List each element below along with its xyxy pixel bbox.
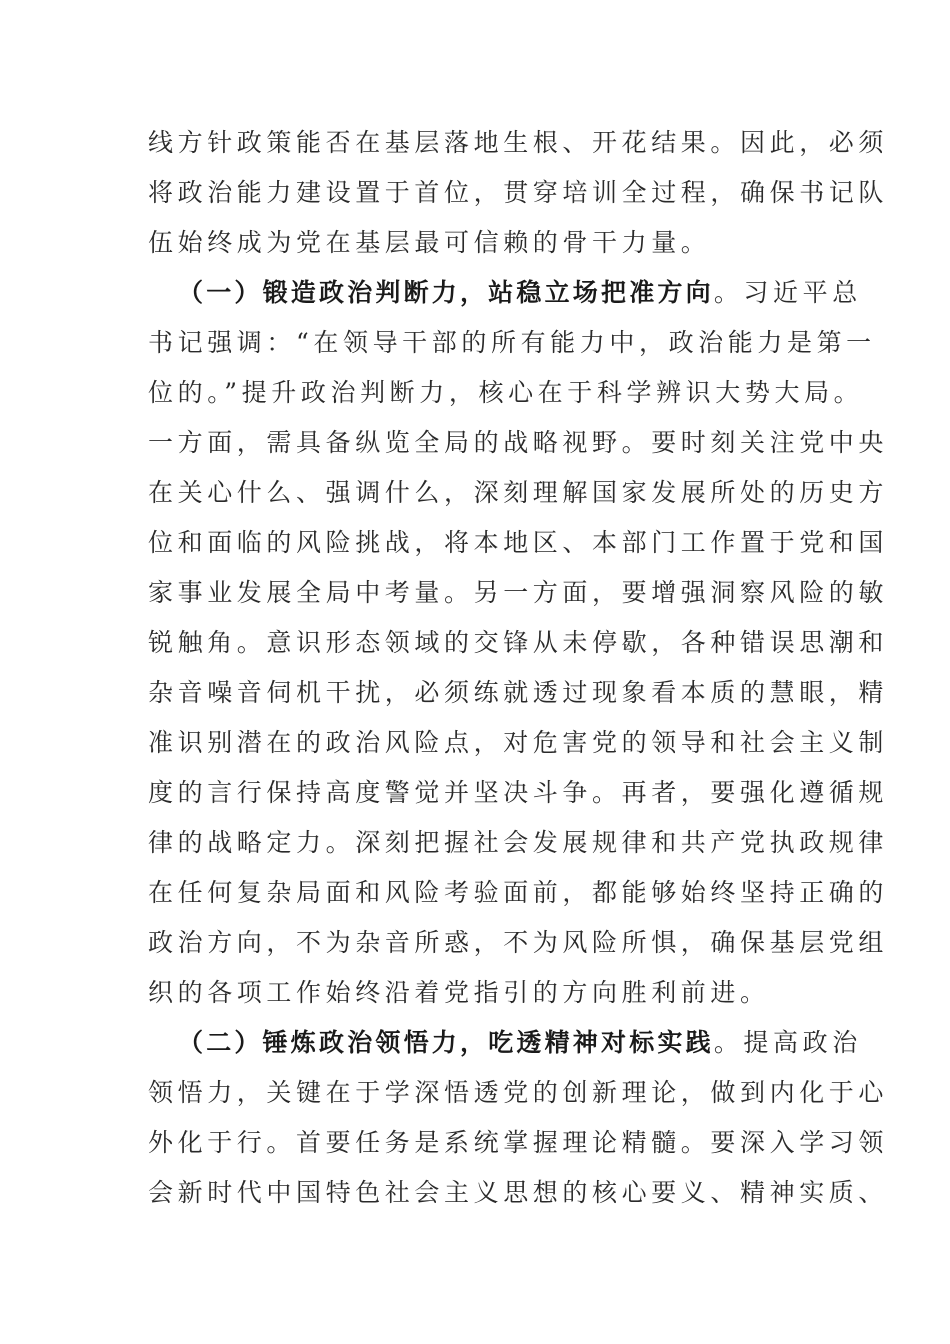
text-line: 位的。”提升政治判断力，核心在于科学辨识大势大局。	[148, 378, 864, 407]
text-line: 书记强调：“在领导干部的所有能力中，政治能力是第一	[148, 328, 876, 357]
paragraph-intro-continuation	[148, 118, 889, 268]
paragraph-section-2	[148, 1018, 889, 1218]
text-line: 政治方向，不为杂音所惑，不为风险所惧，确保基层党组	[148, 928, 889, 957]
text-line: 锐触角。意识形态领域的交锋从未停歇，各种错误思潮和	[148, 628, 889, 657]
paragraph-section-1	[148, 268, 889, 1018]
text-line: 会新时代中国特色社会主义思想的核心要义、精神实质、	[148, 1178, 889, 1207]
text-line: 线方针政策能否在基层落地生根、开花结果。因此，必须	[148, 128, 889, 157]
text-line: 准识别潜在的政治风险点，对危害党的领导和社会主义制	[148, 728, 889, 757]
text-line: 伍始终成为党在基层最可信赖的骨干力量。	[148, 228, 711, 257]
document-page	[148, 118, 889, 1218]
text-line: 一方面，需具备纵览全局的战略视野。要时刻关注党中央	[148, 428, 889, 457]
section-heading-line	[178, 268, 862, 318]
text-line: 织的各项工作始终沿着党指引的方向胜利前进。	[148, 978, 770, 1007]
section-heading-line	[178, 1018, 862, 1068]
text-line: 杂音噪音伺机干扰，必须练就透过现象看本质的慧眼，精	[148, 678, 889, 707]
text-line: 家事业发展全局中考量。另一方面，要增强洞察风险的敏	[148, 578, 889, 607]
text-line: 将政治能力建设置于首位，贯穿培训全过程，确保书记队	[148, 178, 889, 207]
section-heading: （二）锤炼政治领悟力，吃透精神对标实践	[178, 1028, 714, 1057]
text-line: 律的战略定力。深刻把握社会发展规律和共产党执政规律	[148, 828, 889, 857]
text-line: 领悟力，关键在于学深悟透党的创新理论，做到内化于心	[148, 1078, 889, 1107]
heading-line-continuation: 。提高政治	[713, 1028, 862, 1057]
text-line: 位和面临的风险挑战，将本地区、本部门工作置于党和国	[148, 528, 889, 557]
heading-line-continuation: 。习近平总	[713, 278, 862, 307]
text-line: 外化于行。首要任务是系统掌握理论精髓。要深入学习领	[148, 1128, 889, 1157]
text-line: 在任何复杂局面和风险考验面前，都能够始终坚持正确的	[148, 878, 889, 907]
section-heading: （一）锻造政治判断力，站稳立场把准方向	[178, 278, 714, 307]
text-line: 度的言行保持高度警觉并坚决斗争。再者，要强化遵循规	[148, 778, 889, 807]
text-line: 在关心什么、强调什么，深刻理解国家发展所处的历史方	[148, 478, 889, 507]
